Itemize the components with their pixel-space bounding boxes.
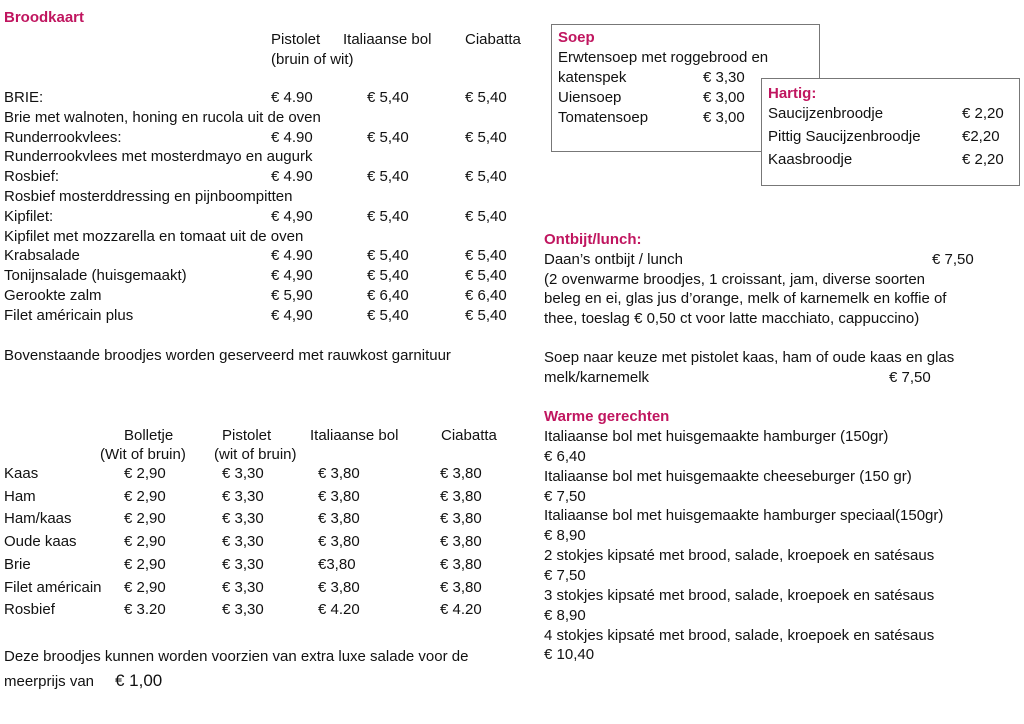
menu-item-price: € 6,40 bbox=[465, 287, 507, 304]
col-header-sub: (bruin of wit) bbox=[271, 51, 354, 68]
menu-item-price: € 5,40 bbox=[465, 128, 507, 146]
warme-title: Warme gerechten bbox=[544, 408, 670, 425]
hartig-item-name: Pittig Saucijzenbroodje bbox=[768, 128, 921, 145]
menu-item-price: € 2,90 bbox=[124, 465, 166, 482]
soep-title: Soep bbox=[558, 29, 595, 46]
menu-item-price: € 5,40 bbox=[367, 89, 409, 106]
soep-item-name: Tomatensoep bbox=[558, 109, 649, 126]
hartig-item-price: € 2,20 bbox=[962, 105, 1004, 122]
menu-item-price: € 3,80 bbox=[318, 510, 360, 528]
broodkaart-title: Broodkaart bbox=[4, 9, 85, 26]
warme-item-price: € 8,90 bbox=[544, 606, 586, 624]
menu-item-name: BRIE: bbox=[4, 89, 44, 106]
soep-item-name: katenspek bbox=[558, 69, 627, 86]
menu-item-price: € 5,40 bbox=[367, 168, 409, 186]
hartig-item-price: € 2,20 bbox=[962, 151, 1004, 168]
menu-item-price: € 3,80 bbox=[440, 578, 482, 596]
menu-item-price: € 5,40 bbox=[465, 168, 507, 186]
menu-item-price: € 2,90 bbox=[124, 555, 166, 573]
warme-item-price: € 10,40 bbox=[544, 646, 595, 664]
soep-item-name: Uiensoep bbox=[558, 89, 622, 106]
warme-item-price: € 7,50 bbox=[544, 487, 586, 505]
ontbijt-title: Ontbijt/lunch: bbox=[544, 231, 642, 248]
menu-item-price: € 3,80 bbox=[318, 578, 360, 596]
soep-item-price: € 3,00 bbox=[703, 109, 745, 126]
ontbijt-desc: thee, toeslag € 0,50 ct voor latte macchiato, cappuccino) bbox=[544, 310, 920, 327]
soep-item-price: € 3,00 bbox=[703, 89, 745, 106]
menu-item-price: € 3,30 bbox=[222, 533, 264, 551]
menu-item-price: € 4.90 bbox=[271, 247, 313, 265]
menu-item-price: € 4,90 bbox=[271, 267, 313, 285]
menu-item-price: € 2,90 bbox=[124, 487, 166, 505]
warme-item-name: Italiaanse bol met huisgemaakte hamburger (150gr) bbox=[544, 428, 889, 445]
menu-item-price: € 4.90 bbox=[271, 128, 313, 146]
menu-item-price: € 4.20 bbox=[440, 601, 482, 619]
menu-item-name: Krabsalade bbox=[4, 247, 80, 265]
menu-item-price: € 3,80 bbox=[440, 533, 482, 551]
hartig-box bbox=[761, 78, 1020, 186]
col-header-ciabatta: Ciabatta bbox=[441, 427, 497, 444]
menu-item-price: € 3,80 bbox=[440, 487, 482, 505]
warme-item-name: 4 stokjes kipsaté met brood, salade, kroepoek en satésaus bbox=[544, 626, 935, 644]
menu-item-name: Filet américain plus bbox=[4, 306, 134, 324]
warme-item-name: 3 stokjes kipsaté met brood, salade, kroepoek en satésaus bbox=[544, 586, 935, 604]
col-header-ciabatta: Ciabatta bbox=[465, 31, 521, 48]
col-header-sub: (wit of bruin) bbox=[214, 446, 297, 463]
hartig-title: Hartig: bbox=[768, 85, 817, 102]
footer-price: € 1,00 bbox=[115, 671, 163, 690]
menu-item-name: Rosbief bbox=[4, 601, 55, 619]
menu-item-price: € 4.90 bbox=[271, 168, 313, 186]
warme-item-name: Italiaanse bol met huisgemaakte hamburger speciaal(150gr) bbox=[544, 507, 944, 525]
menu-item-price: € 5,40 bbox=[367, 247, 409, 265]
menu-item-name: Runderrookvlees met mosterdmayo en augurk bbox=[4, 148, 313, 166]
menu-item-price: € 5,40 bbox=[465, 247, 507, 265]
hartig-item-name: Kaasbroodje bbox=[768, 151, 853, 168]
menu-item-price: € 3,80 bbox=[440, 510, 482, 528]
col-header-sub: (Wit of bruin) bbox=[100, 446, 186, 463]
col-header-pistolet: Pistolet bbox=[222, 427, 272, 444]
menu-item-price: € 3,80 bbox=[440, 555, 482, 573]
menu-item-price: € 3.20 bbox=[124, 601, 166, 619]
menu-item-price: € 5,40 bbox=[367, 306, 409, 324]
menu-item-price: € 2,90 bbox=[124, 533, 166, 551]
menu-item-price: € 3,80 bbox=[440, 465, 482, 482]
broodjes-footer: meerprijs van bbox=[4, 673, 95, 690]
menu-item-price: € 3,80 bbox=[318, 533, 360, 551]
menu-item-price: € 5,40 bbox=[367, 207, 409, 225]
menu-item-price: € 3,30 bbox=[222, 487, 264, 505]
menu-item-name: Kipfilet met mozzarella en tomaat uit de oven bbox=[4, 227, 304, 245]
broodkaart-note: Bovenstaande broodjes worden geserveerd met rauwkost garnituur bbox=[4, 347, 451, 364]
warme-item-name: 2 stokjes kipsaté met brood, salade, kroepoek en satésaus bbox=[544, 547, 935, 565]
warme-item-price: € 7,50 bbox=[544, 566, 586, 584]
menu-item-name: Filet américain bbox=[4, 578, 102, 596]
menu-item-price: € 6,40 bbox=[367, 287, 409, 304]
broodjes-footer: Deze broodjes kunnen worden voorzien van extra luxe salade voor de bbox=[4, 648, 469, 665]
menu-item-name: Runderrookvlees: bbox=[4, 128, 122, 146]
ontbijt-desc: beleg en ei, glas jus d’orange, melk of karnemelk en koffie of bbox=[544, 290, 947, 307]
menu-item-name: Tonijnsalade (huisgemaakt) bbox=[4, 267, 187, 285]
menu-item-name: Oude kaas bbox=[4, 533, 77, 551]
ontbijt-price: € 7,50 bbox=[932, 251, 974, 268]
menu-item-price: € 5,40 bbox=[465, 267, 507, 285]
hartig-item-price: €2,20 bbox=[962, 128, 1000, 145]
col-header-italiaanse-bol: Italiaanse bol bbox=[310, 427, 399, 444]
ontbijt-item: Daan’s ontbijt / lunch bbox=[544, 251, 683, 268]
menu-item-price: € 3,80 bbox=[318, 487, 360, 505]
col-header-bolletje: Bolletje bbox=[124, 427, 174, 444]
menu-item-name: Kipfilet: bbox=[4, 207, 54, 225]
menu-item-price: € 3,30 bbox=[222, 601, 264, 619]
soep-item-price: € 3,30 bbox=[703, 69, 745, 86]
menu-item-name: Brie bbox=[4, 555, 31, 573]
menu-item-price: € 3,30 bbox=[222, 555, 264, 573]
col-header-italiaanse-bol: Italiaanse bol bbox=[343, 31, 432, 48]
menu-item-price: € 5,40 bbox=[465, 207, 507, 225]
menu-item-price: € 3,80 bbox=[318, 465, 360, 482]
menu-item-name: Ham/kaas bbox=[4, 510, 72, 528]
menu-item-price: € 4.20 bbox=[318, 601, 360, 619]
menu-item-price: € 5,40 bbox=[465, 306, 507, 324]
menu-item-price: € 5,90 bbox=[271, 287, 313, 304]
menu-item-price: € 5,40 bbox=[367, 267, 409, 285]
menu-item-price: € 3,30 bbox=[222, 465, 264, 482]
menu-item-price: €3,80 bbox=[318, 555, 356, 573]
warme-item-price: € 6,40 bbox=[544, 447, 586, 465]
menu-item-name: Kaas bbox=[4, 465, 39, 482]
ontbijt-item: melk/karnemelk bbox=[544, 369, 650, 386]
menu-item-name: Brie met walnoten, honing en rucola uit de oven bbox=[4, 108, 321, 126]
warme-item-price: € 8,90 bbox=[544, 527, 586, 545]
menu-item-name: Rosbief mosterddressing en pijnboompitten bbox=[4, 188, 293, 205]
menu-item-price: € 2,90 bbox=[124, 578, 166, 596]
ontbijt-price: € 7,50 bbox=[889, 369, 931, 386]
menu-item-name: Rosbief: bbox=[4, 168, 60, 186]
menu-item-name: Gerookte zalm bbox=[4, 287, 102, 304]
warme-item-name: Italiaanse bol met huisgemaakte cheeseburger (150 gr) bbox=[544, 467, 912, 485]
ontbijt-desc: (2 ovenwarme broodjes, 1 croissant, jam, diverse soorten bbox=[544, 271, 926, 288]
menu-item-price: € 3,30 bbox=[222, 578, 264, 596]
menu-item-price: € 2,90 bbox=[124, 510, 166, 528]
soep-intro: Erwtensoep met roggebrood en bbox=[558, 49, 769, 66]
col-header-pistolet: Pistolet bbox=[271, 31, 321, 48]
menu-item-name: Ham bbox=[4, 487, 36, 505]
hartig-item-name: Saucijzenbroodje bbox=[768, 105, 884, 122]
menu-item-price: € 4.90 bbox=[271, 89, 313, 106]
menu-item-price: € 4,90 bbox=[271, 207, 313, 225]
ontbijt-item: Soep naar keuze met pistolet kaas, ham of oude kaas en glas bbox=[544, 349, 955, 366]
menu-item-price: € 5,40 bbox=[367, 128, 409, 146]
menu-item-price: € 4,90 bbox=[271, 306, 313, 324]
menu-item-price: € 5,40 bbox=[465, 89, 507, 106]
menu-item-price: € 3,30 bbox=[222, 510, 264, 528]
